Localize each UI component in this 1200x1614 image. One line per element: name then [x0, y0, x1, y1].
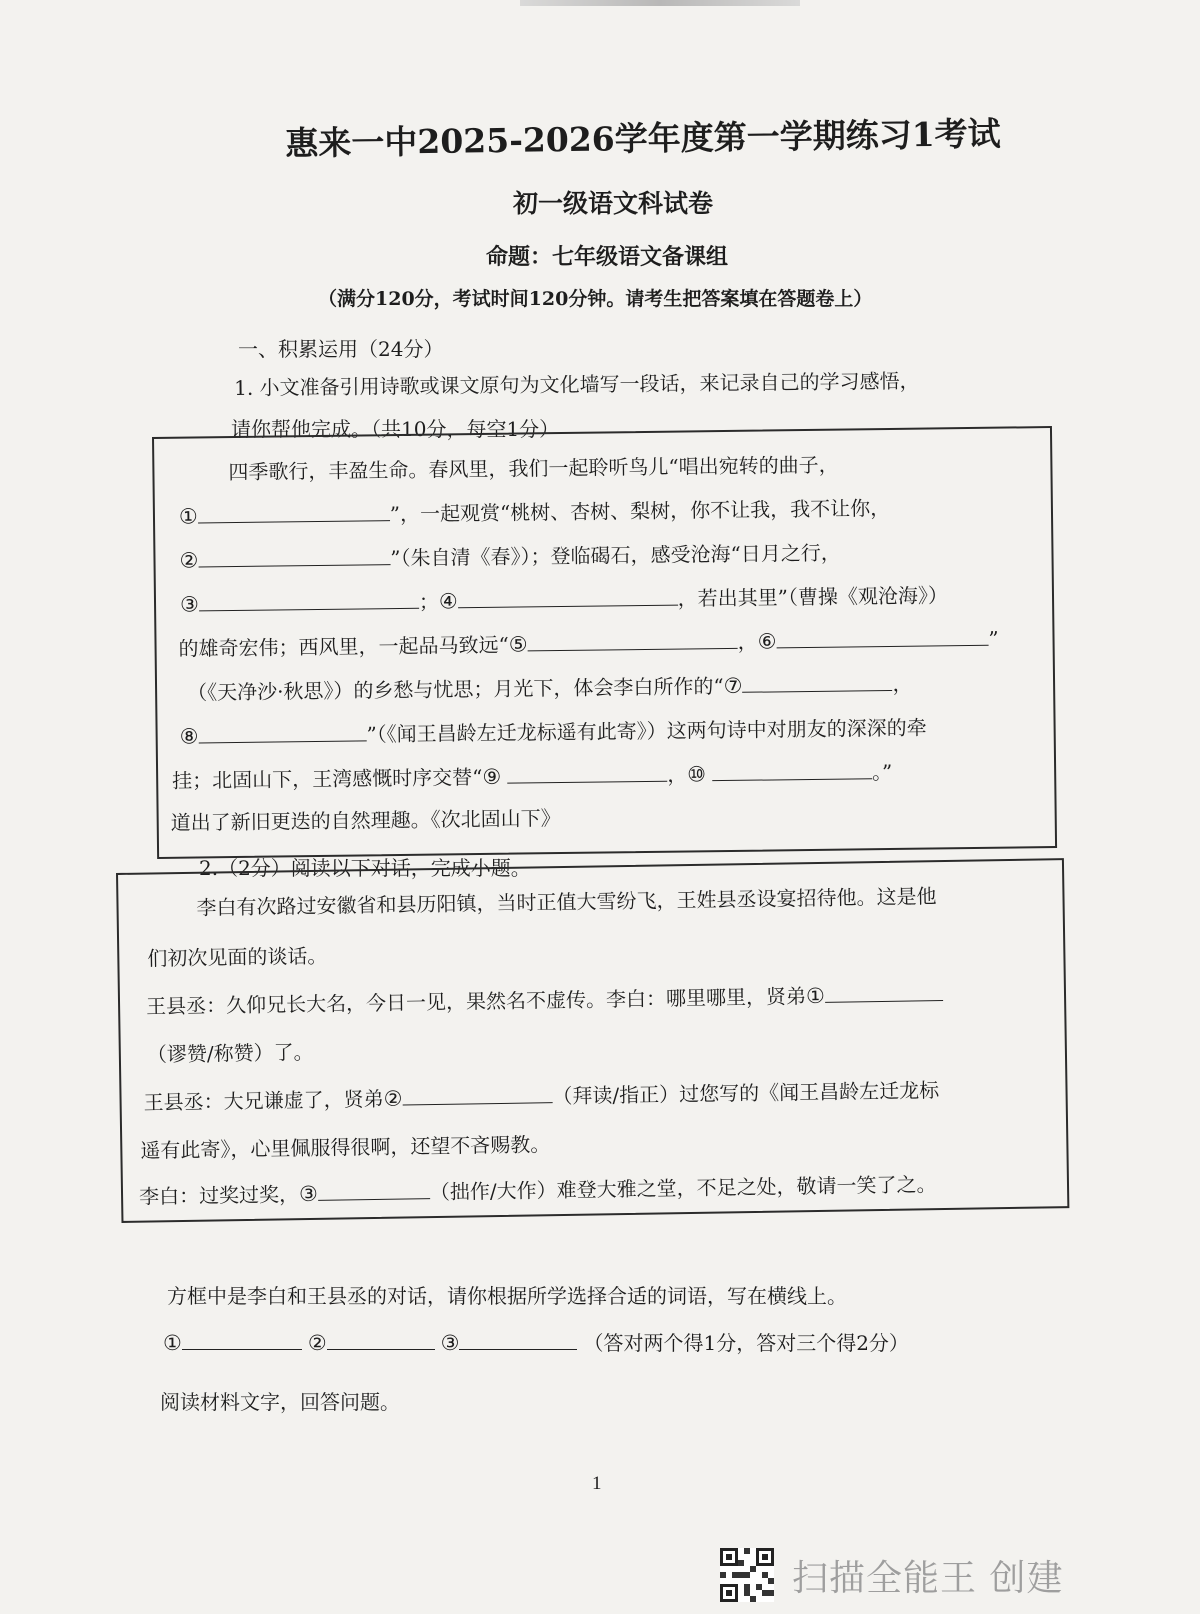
box1-line-6-sep: ， [892, 671, 913, 696]
dialogue-marker-1: ① [805, 983, 826, 1009]
answer-blank-3[interactable] [199, 590, 419, 612]
box1-line-7 [179, 712, 926, 750]
box1-line-5-sep: ， [737, 629, 758, 654]
page-number: 1 [592, 1473, 602, 1494]
box1-line-8-sep: ， [667, 762, 688, 787]
blank-marker-2: ② [179, 548, 199, 573]
box2-line-5-text: 王县丞：大兄谦虚了，贤弟 [143, 1086, 384, 1115]
blank-marker-3: ③ [179, 592, 200, 617]
dialogue-blank-2[interactable] [402, 1084, 552, 1105]
box1-line-6 [187, 668, 913, 706]
dialogue-blank-3[interactable] [318, 1180, 430, 1201]
box2-line-7 [139, 1168, 937, 1210]
blank-marker-6: ⑥ [757, 629, 777, 654]
dialogue-blank-1[interactable] [825, 982, 943, 1003]
answer-blank-8[interactable] [198, 722, 366, 743]
box1-line-2-text: ”，一起观赏“桃树、杏树、梨树，你不让我，我不让你， [389, 495, 891, 527]
box1-line-2 [179, 492, 891, 530]
box1-line-5-text: 的雄奇宏伟；西风里，一起品马致远“ [178, 632, 509, 661]
answer-blank-7[interactable] [742, 672, 892, 693]
question-1-line-2: 请你帮他完成。（共10分，每空1分） [231, 417, 560, 441]
box2-line-7-text: 李白：过奖过奖， [138, 1182, 300, 1209]
answer-line [163, 1327, 909, 1356]
box1-line-4-text: ，若出其里”（曹操《观沧海》） [677, 583, 949, 611]
blank-marker-5: ⑤ [508, 632, 528, 657]
blank-marker-4: ④ [438, 589, 458, 614]
answer-blank-9[interactable] [507, 763, 667, 784]
box1-line-7-text: ”（《闻王昌龄左迁龙标遥有此寄》）这两句诗中对朋友的深深的牵 [366, 715, 927, 747]
answer-blank-1[interactable] [198, 502, 390, 523]
reading-instruction: 阅读材料文字，回答问题。 [160, 1390, 400, 1414]
answer-blank-5[interactable] [527, 630, 737, 652]
exam-subtitle: 初一级语文科试卷 [513, 189, 714, 218]
question-2-intro: 2.（2分）阅读以下对话，完成小题。 [199, 856, 531, 880]
scoring-note: （答对两个得1分，答对三个得2分） [583, 1331, 909, 1355]
dialogue-marker-3: ③ [298, 1181, 319, 1207]
box1-line-4 [180, 579, 948, 617]
box1-line-3-text: ”（朱自清《春》）；登临碣石，感受沧海“日月之行， [390, 540, 841, 571]
box1-line-5 [178, 623, 998, 662]
scanner-watermark: 扫描全能王 创建 [792, 1558, 1064, 1599]
answer-blank-4[interactable] [458, 587, 678, 609]
box2-line-3-text: 王县丞：久仰兄长大名，今日一见，果然名不虚传。李白：哪里哪里，贤弟 [145, 984, 807, 1019]
poetry-passage-box [152, 426, 1057, 859]
blank-marker-8: ⑧ [179, 724, 199, 749]
answer-marker-1: ① [163, 1331, 182, 1355]
box2-line-6: 遥有此寄》，心里佩服得很啊，还望不吝赐教。 [140, 1132, 551, 1163]
blank-marker-10: ⑩ [687, 762, 707, 787]
blank-marker-9: ⑨ [482, 764, 502, 789]
qr-code-icon [720, 1548, 774, 1602]
box1-line-5-end: ” [988, 626, 999, 651]
final-answer-blank-1[interactable] [182, 1331, 302, 1350]
answer-blank-6[interactable] [776, 627, 988, 649]
answer-marker-2: ② [307, 1331, 327, 1355]
box2-line-4: （谬赞/称赞）了。 [146, 1039, 314, 1067]
blank-marker-1: ① [178, 504, 198, 529]
box1-line-8-text: 挂；北固山下，王湾感慨时序交替“ [172, 764, 483, 793]
box2-line-2: 们初次见面的谈话。 [147, 943, 328, 971]
dialogue-marker-2: ② [383, 1086, 403, 1111]
box2-line-5-rest: （拜读/指正）过您写的《闻王昌龄左迁龙标 [552, 1078, 940, 1109]
exam-author: 命题：七年级语文备课组 [486, 244, 729, 270]
box2-line-3 [146, 978, 943, 1020]
section-heading: 一、积累运用（24分） [238, 337, 444, 361]
box2-line-1: 李白有次路过安徽省和县历阳镇，当时正值大雪纷飞，王姓县丞设宴招待他。这是他 [196, 884, 937, 920]
exam-note: （满分120分，考试时间120分钟。请考生把答案填在答题卷上） [318, 288, 873, 310]
box1-line-1: 四季歌行，丰盈生命。春风里，我们一起聆听鸟儿“唱出宛转的曲子， [228, 452, 839, 485]
final-answer-blank-2[interactable] [327, 1331, 435, 1350]
instruction-text: 方框中是李白和王县丞的对话，请你根据所学选择合适的词语，写在横线上。 [167, 1284, 847, 1308]
box2-line-7-rest: （拙作/大作）难登大雅之堂，不足之处，敬请一笑了之。 [429, 1172, 937, 1205]
dialogue-box [116, 858, 1069, 1223]
answer-blank-2[interactable] [198, 546, 390, 567]
blank-marker-7: ⑦ [723, 673, 743, 699]
scan-edge-shadow [520, 0, 800, 6]
box2-line-5 [143, 1074, 939, 1115]
box1-line-9: 道出了新旧更迭的自然理趣。《次北固山下》 [170, 806, 561, 835]
answer-blank-10[interactable] [712, 760, 872, 781]
question-1-line-1: 1. 小文准备引用诗歌或课文原句为文化墙写一段话，来记录自己的学习感悟， [234, 368, 920, 400]
box1-line-8 [172, 756, 892, 794]
exam-title: 惠来一中2025-2026学年度第一学期练习1考试 [285, 114, 1001, 163]
box1-line-8-end: 。” [871, 759, 893, 785]
answer-marker-3: ③ [440, 1331, 460, 1355]
final-answer-blank-3[interactable] [459, 1331, 577, 1350]
box1-line-3 [179, 537, 841, 574]
box1-line-4-sep: ； [418, 589, 440, 614]
box1-line-6-text: （《天净沙·秋思》）的乡愁与忧思；月光下，体会李白所作的“ [186, 674, 724, 705]
